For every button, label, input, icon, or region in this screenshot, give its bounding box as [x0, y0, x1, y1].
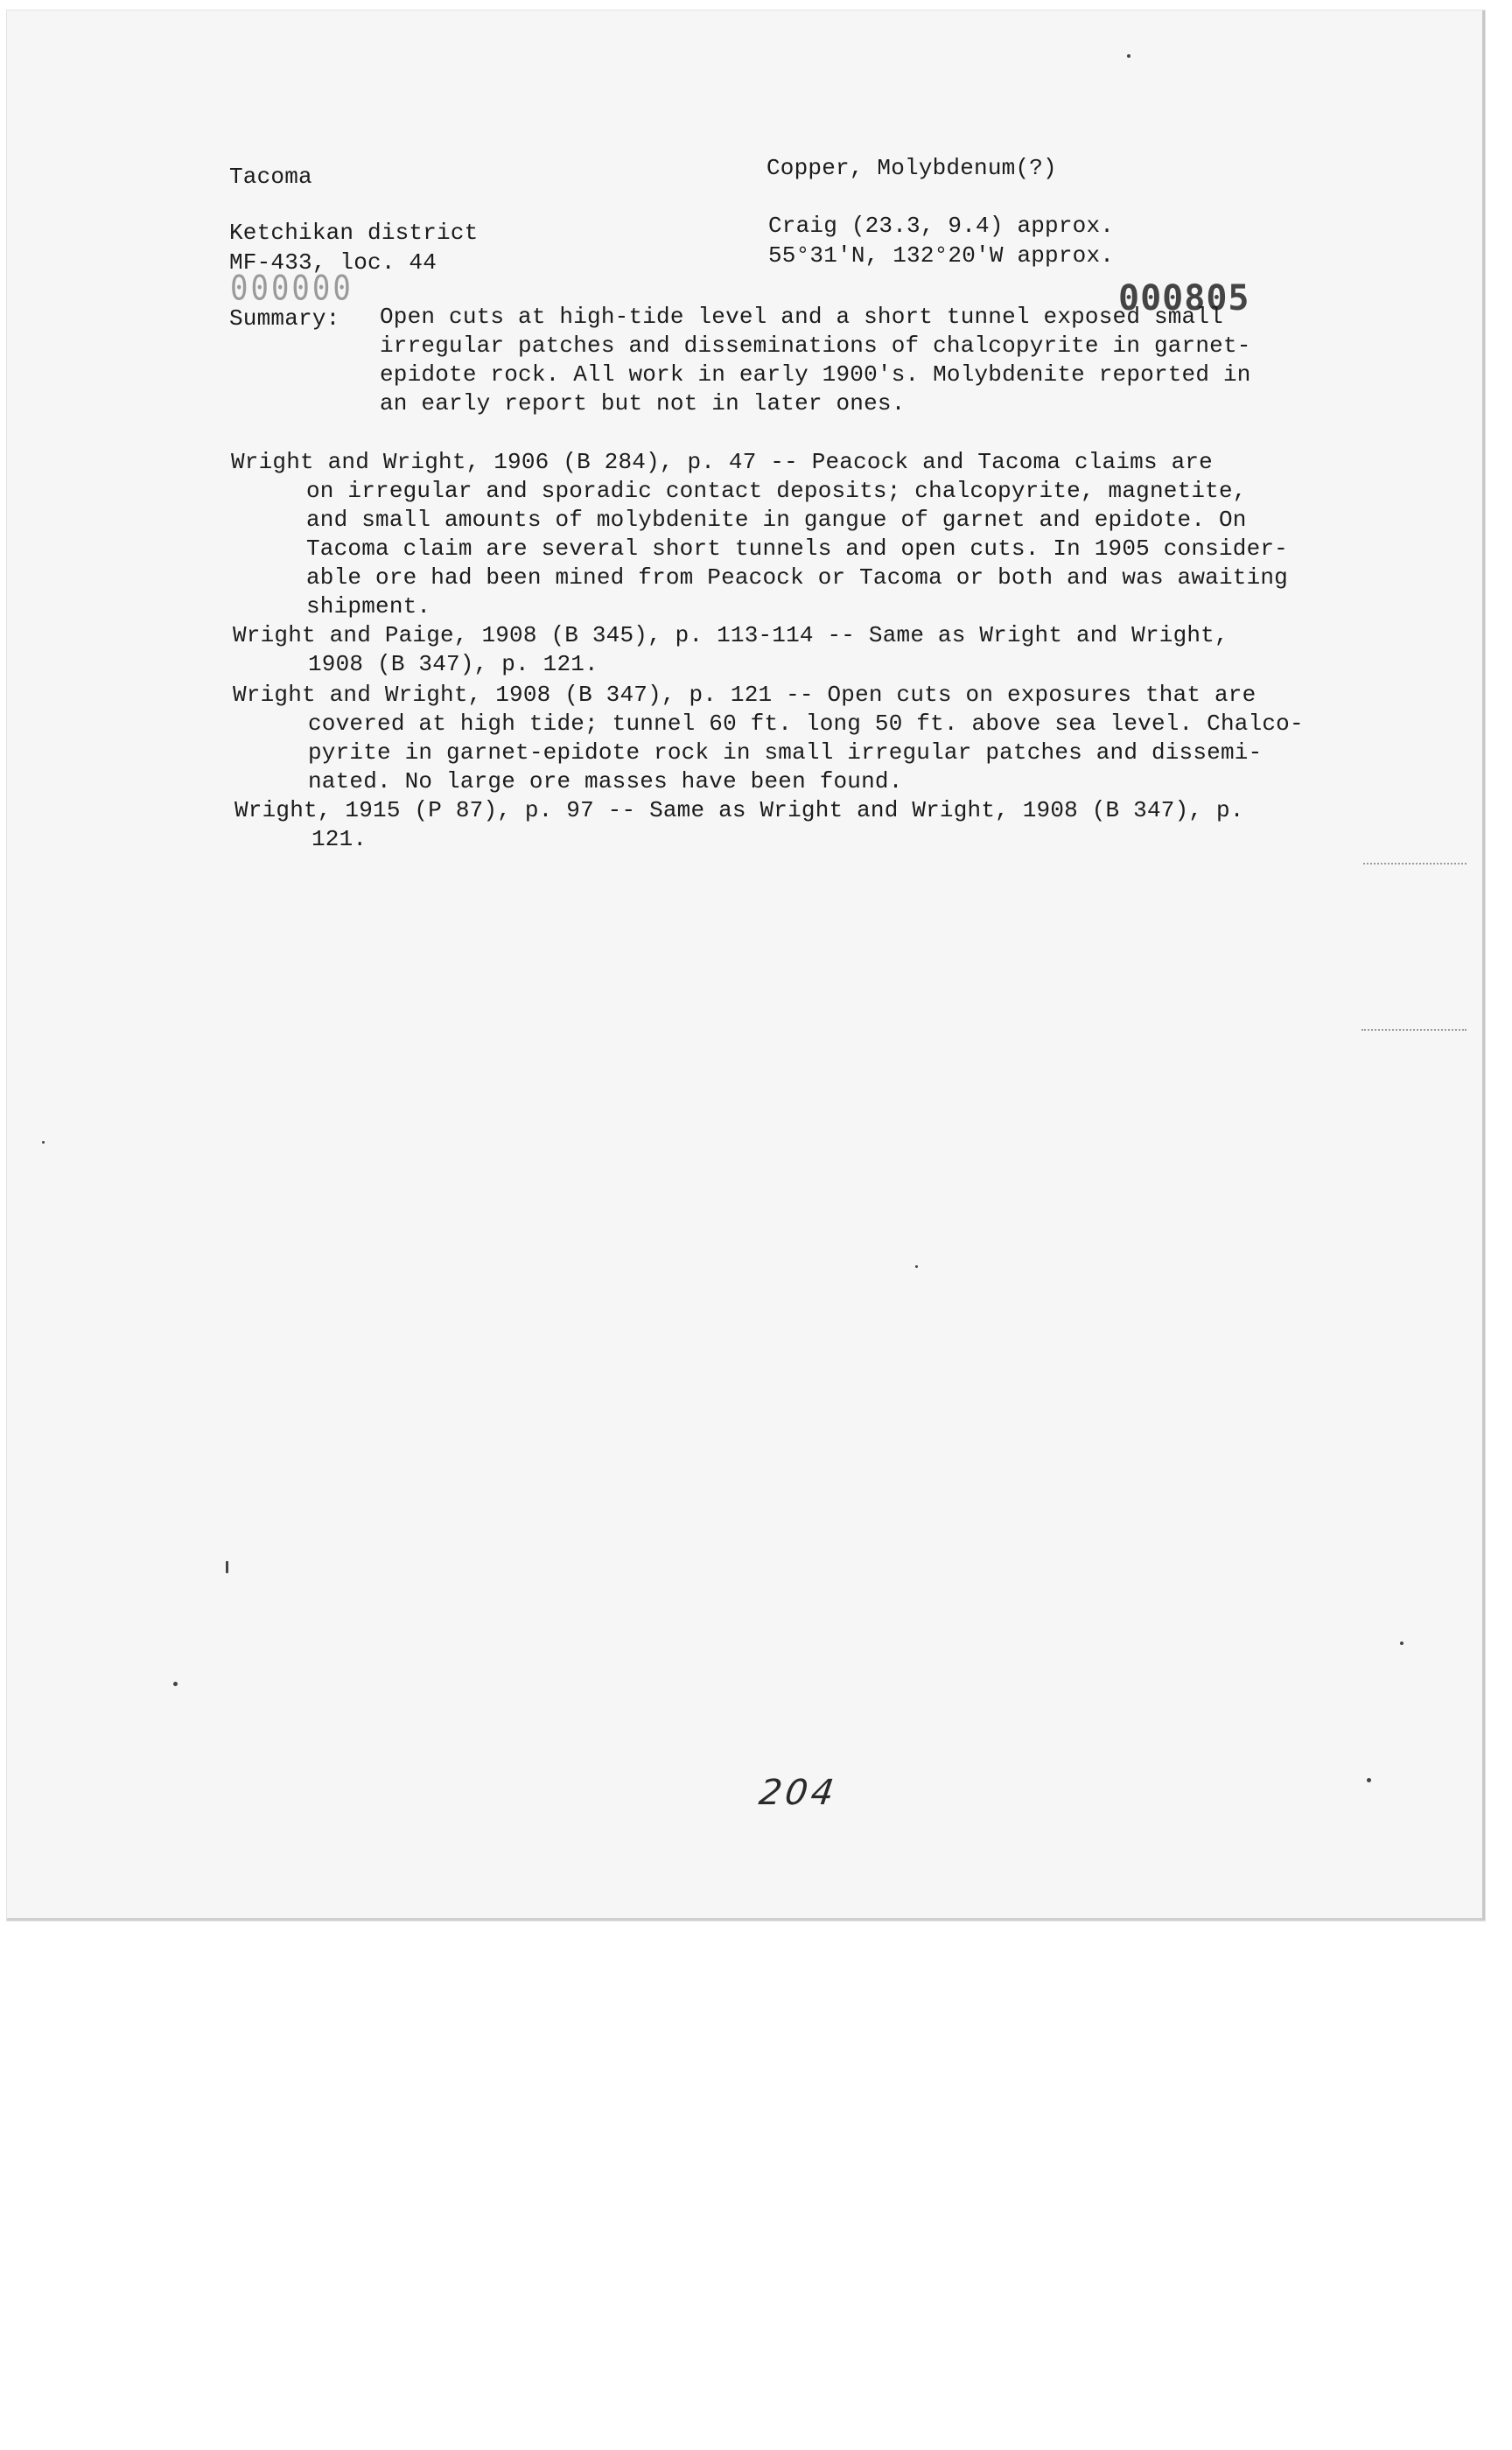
reference-line: on irregular and sporadic contact deposits; chalcopyrite, magnetite, — [306, 478, 1247, 504]
faint-record-stamp: 000000 — [230, 269, 354, 309]
deposit-name: Tacoma — [229, 164, 312, 190]
scan-speck — [226, 1561, 228, 1573]
scan-artifact-line — [1362, 1029, 1466, 1031]
summary-line: Open cuts at high-tide level and a short tunnel exposed small — [380, 304, 1223, 330]
summary-line: epidote rock. All work in early 1900's. Molybdenite reported in — [380, 361, 1251, 388]
scan-speck — [915, 1265, 918, 1268]
quadrangle-location: Craig (23.3, 9.4) approx. — [768, 213, 1115, 239]
scan-speck — [173, 1682, 178, 1686]
reference-line: able ore had been mined from Peacock or Tacoma or both and was awaiting — [306, 564, 1288, 591]
reference-line: and small amounts of molybdenite in gangue of garnet and epidote. On — [306, 507, 1247, 533]
reference-line: 121. — [312, 826, 368, 852]
reference-line: pyrite in garnet-epidote rock in small irregular patches and dissemi- — [308, 739, 1263, 766]
scan-artifact-line — [1363, 863, 1466, 864]
reference-line: 1908 (B 347), p. 121. — [308, 651, 598, 677]
reference-line: Wright and Wright, 1906 (B 284), p. 47 -- Peacock and Tacoma claims are — [231, 449, 1213, 475]
summary-line: irregular patches and disseminations of chalcopyrite in garnet- — [380, 332, 1251, 359]
reference-line: nated. No large ore masses have been found. — [308, 768, 903, 794]
reference-line: Wright and Paige, 1908 (B 345), p. 113-114 -- Same as Wright and Wright, — [233, 622, 1228, 648]
reference-line: Wright and Wright, 1908 (B 347), p. 121 -- Open cuts on exposures that are — [233, 682, 1256, 708]
reference-line: Wright, 1915 (P 87), p. 97 -- Same as Wright and Wright, 1908 (B 347), p. — [234, 797, 1244, 823]
record-number-stamp: 000805 — [1118, 278, 1250, 318]
scan-speck — [42, 1141, 45, 1144]
reference-line: shipment. — [306, 593, 431, 620]
coordinates: 55°31'N, 132°20'W approx. — [768, 242, 1115, 269]
scan-speck — [1400, 1642, 1404, 1645]
district: Ketchikan district — [229, 220, 479, 246]
scan-speck — [1127, 54, 1130, 58]
commodities: Copper, Molybdenum(?) — [766, 155, 1057, 181]
scan-speck — [1367, 1778, 1371, 1782]
summary-label: Summary: — [229, 305, 340, 332]
reference-line: covered at high tide; tunnel 60 ft. long 50 ft. above sea level. Chalco- — [308, 710, 1304, 737]
document-page — [7, 10, 1485, 1921]
map-reference: MF-433, loc. 44 — [229, 249, 438, 276]
page-number: 204 — [756, 1773, 840, 1813]
summary-line: an early report but not in later ones. — [380, 390, 906, 416]
reference-line: Tacoma claim are several short tunnels and open cuts. In 1905 consider- — [306, 536, 1288, 562]
